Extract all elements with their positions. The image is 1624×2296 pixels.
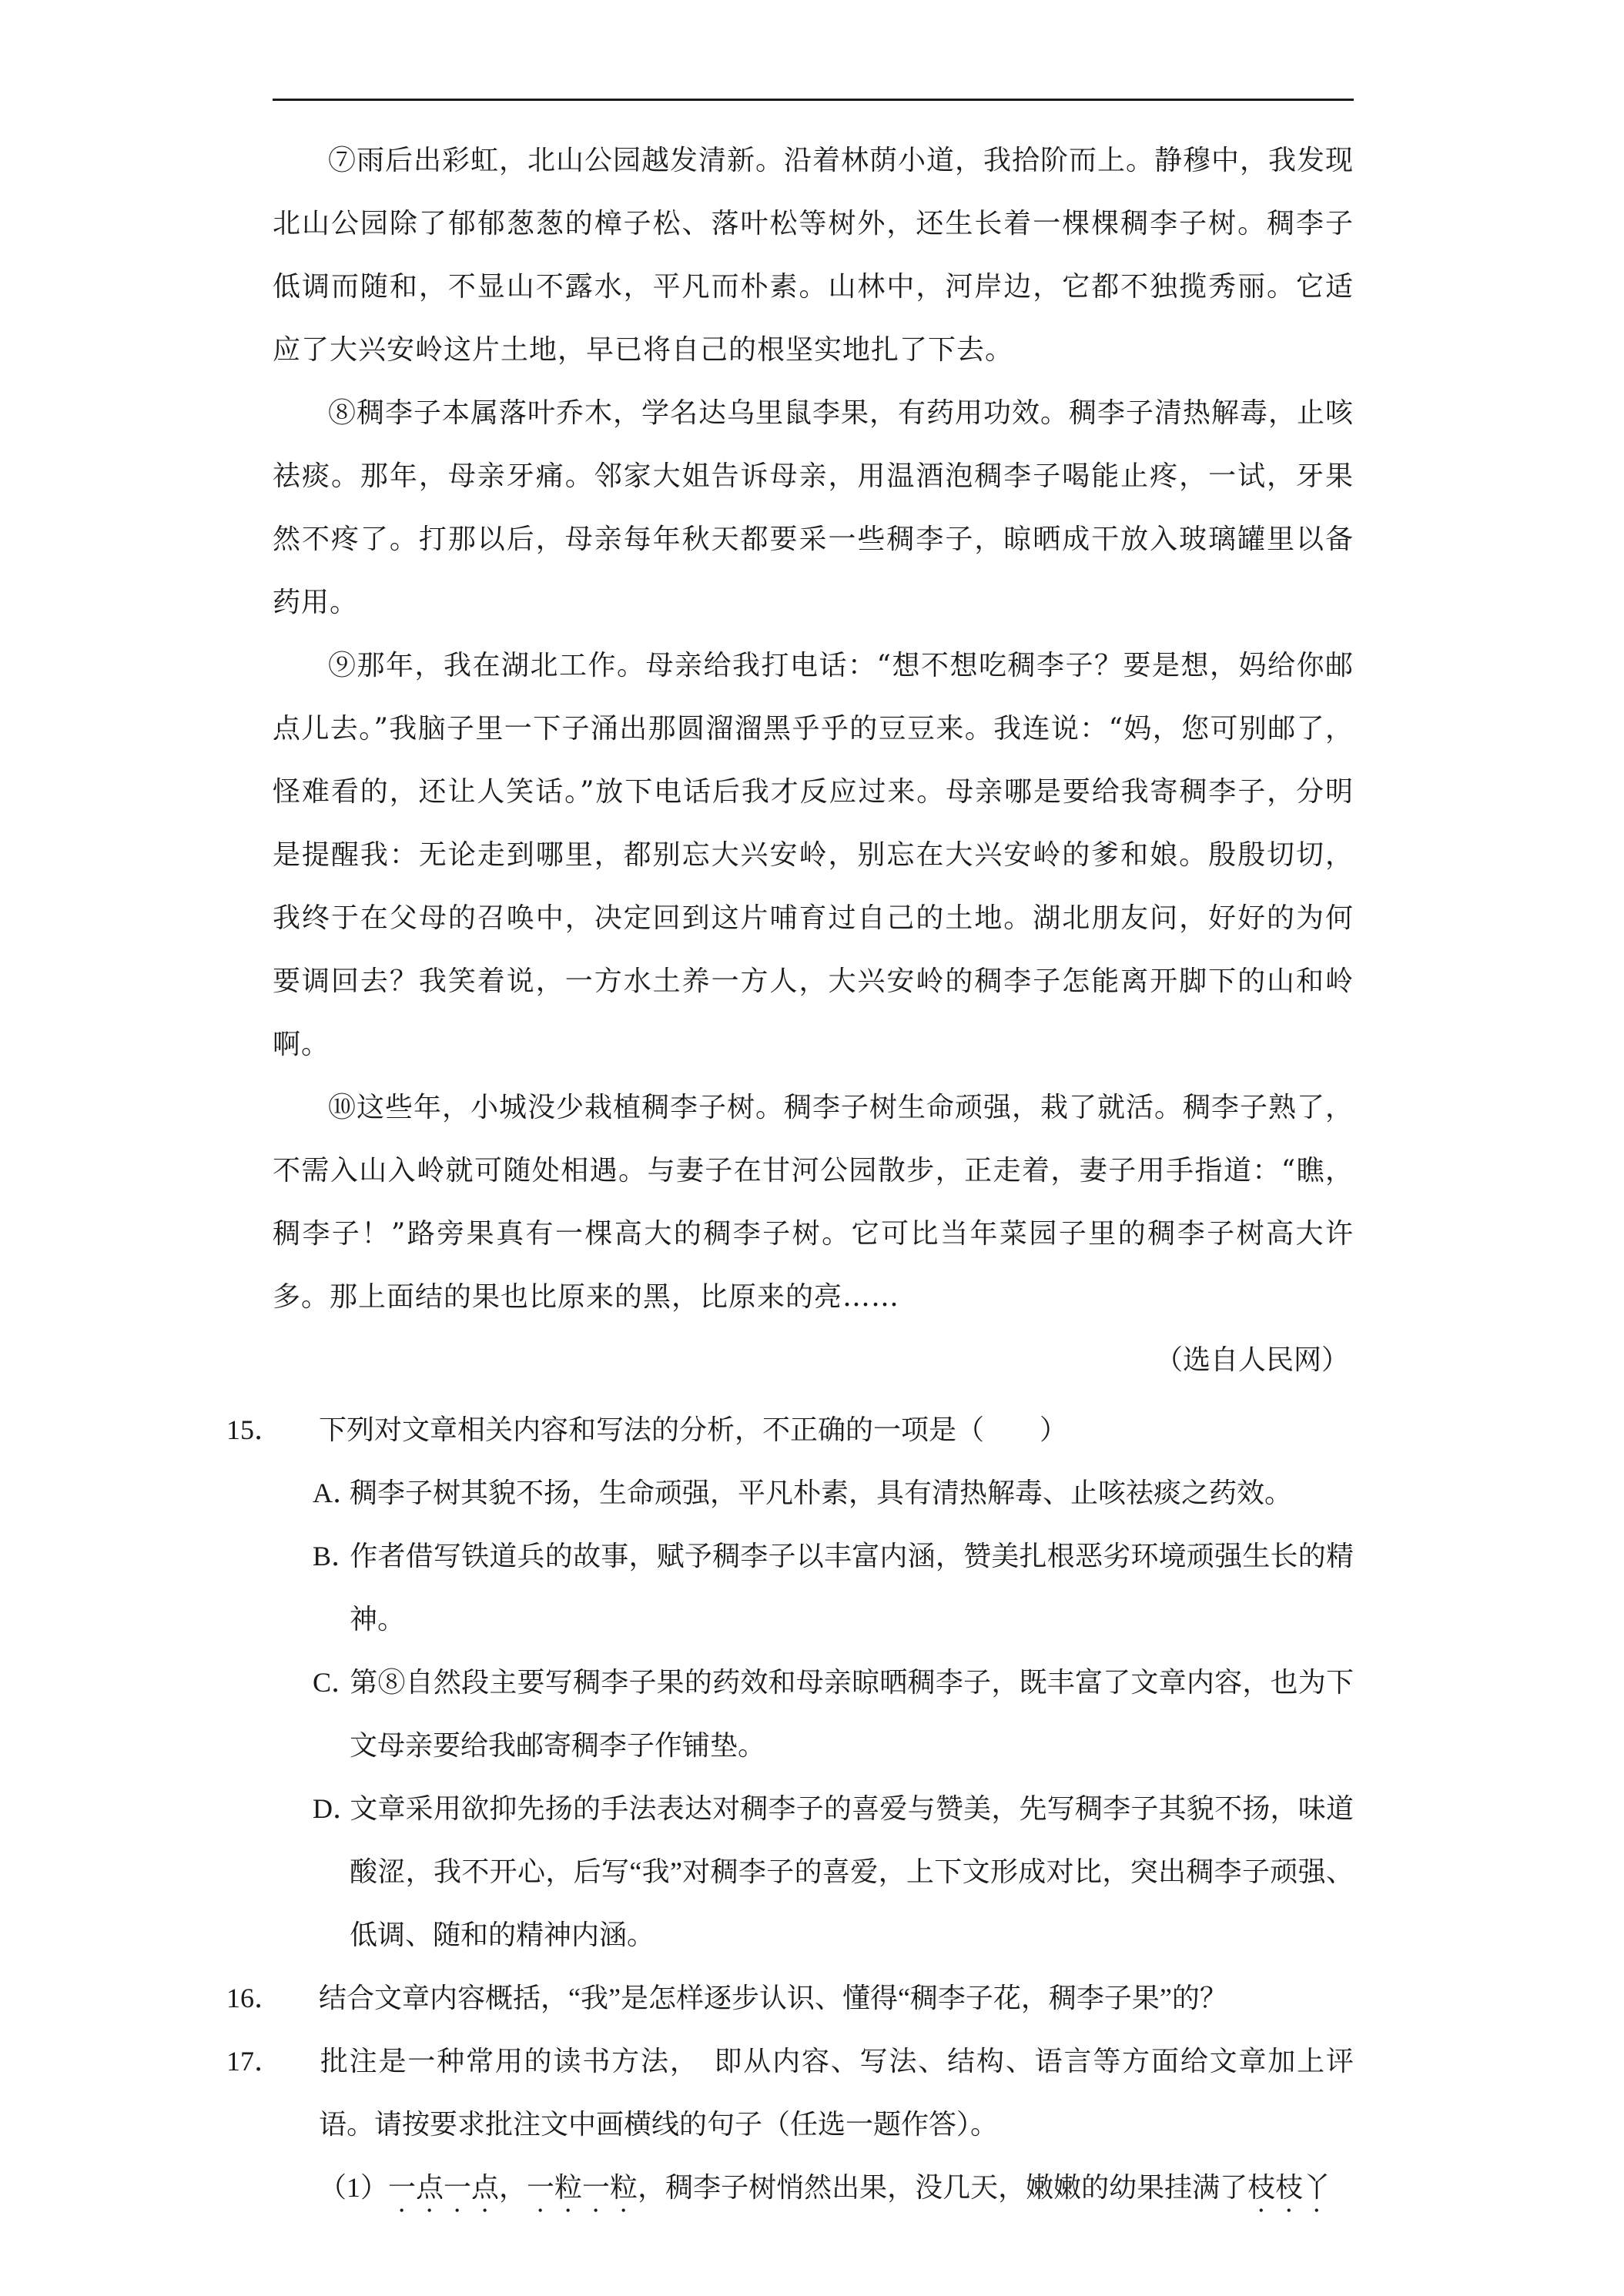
option-letter: C． (313, 1667, 360, 1698)
question-17-sub-1 (273, 2156, 1354, 2219)
question-15-option-b (273, 1525, 1354, 1651)
sub-question-text: ， (499, 2172, 527, 2203)
question-15-option-d (273, 1777, 1354, 1966)
question-15-option-a (273, 1461, 1354, 1525)
option-text: 第⑧自然段主要写稠李子果的药效和母亲晾晒稠李子，既丰富了文章内容，也为下文母亲要给我邮寄稠李子作铺垫。 (350, 1667, 1354, 1761)
emphasized-phrase: 一粒一粒 (527, 2172, 638, 2203)
passage-paragraph-10: ⑩这些年，小城没少栽植稠李子树。稠李子树生命顽强，栽了就活。稠李子熟了，不需入山入岭就可随处相遇。与妻子在甘河公园散步，正走着，妻子用手指道：“瞧，稠李子！”路旁果真有一棵高大的稠李子树。它可比当年菜园子里的稠李子树高大许多。那上面结的果也比原来的黑，比原来的亮…… (273, 1092, 1354, 1313)
option-letter: A． (313, 1478, 360, 1508)
spacer (273, 1392, 1354, 1398)
option-text: 作者借写铁道兵的故事，赋予稠李子以丰富内涵，赞美扎根恶劣环境顽强生长的精神。 (350, 1541, 1354, 1635)
emphasized-phrase: 一点一点 (388, 2172, 500, 2203)
passage-paragraph-9: ⑨那年，我在湖北工作。母亲给我打电话：“想不想吃稠李子？要是想，妈给你邮点儿去。”我脑子里一下子涌出那圆溜溜黑乎乎的豆豆来。我连说：“妈，您可别邮了，怪难看的，还让人笑话。”放下电话后我才反应过来。母亲哪是要给我寄稠李子，分明是提醒我：无论走到哪里，都别忘大兴安岭，别忘在大兴安岭的爹和娘。殷殷切切，我终于在父母的召唤中，决定回到这片哺育过自己的土地。湖北朋友问，好好的为何要调回去？我笑着说，一方水土养一方人，大兴安岭的稠李子怎能离开脚下的山和岭啊。 (273, 650, 1354, 1060)
question-15-text: 下列对文章相关内容和写法的分析，不正确的一项是（ ） (319, 1414, 1068, 1445)
passage-paragraph-8: ⑧稠李子本属落叶乔木，学名达乌里鼠李果，有药用功效。稠李子清热解毒，止咳祛痰。那年，母亲牙痛。邻家大姐告诉母亲，用温酒泡稠李子喝能止疼，一试，牙果然不疼了。打那以后，母亲每年秋天都要采一些稠李子，晾晒成干放入玻璃罐里以备药用。 (273, 397, 1354, 618)
emphasized-phrase: 枝枝丫 (1247, 2172, 1331, 2203)
sub-question-prefix: （1） (319, 2172, 389, 2203)
question-17-number: 17． (226, 2046, 283, 2077)
question-15 (226, 1398, 1354, 1461)
question-15-number: 15． (226, 1414, 283, 1445)
option-letter: B． (313, 1541, 360, 1571)
passage-paragraph-7: ⑦雨后出彩虹，北山公园越发清新。沿着林荫小道，我拾阶而上。静穆中，我发现北山公园除了郁郁葱葱的樟子松、落叶松等树外，还生长着一棵棵稠李子树。稠李子低调而随和，不显山不露水，平凡而朴素。山林中，河岸边，它都不独揽秀丽。它适应了大兴安岭这片土地，早已将自己的根坚实地扎了下去。 (273, 145, 1354, 366)
question-16 (226, 1966, 1354, 2030)
question-16-number: 16． (226, 1983, 283, 2013)
option-text: 稠李子树其貌不扬，生命顽强，平凡朴素，具有清热解毒、止咳祛痰之药效。 (350, 1478, 1293, 1508)
option-text: 文章采用欲抑先扬的手法表达对稠李子的喜爱与赞美，先写稠李子其貌不扬，味道酸涩，我不开心，后写“我”对稠李子的喜爱，上下文形成对比，突出稠李子顽强、低调、随和的精神内涵。 (350, 1793, 1354, 1950)
question-15-option-c (273, 1651, 1354, 1777)
question-16-text: 结合文章内容概括，“我”是怎样逐步认识、懂得“稠李子花，稠李子果”的？ (319, 1983, 1227, 2013)
question-17 (226, 2030, 1354, 2156)
option-letter: D． (313, 1793, 360, 1824)
sub-question-text: ，稠李子树悄然出果，没几天，嫩嫩的幼果挂满了 (638, 2172, 1248, 2203)
header-rule (273, 99, 1354, 101)
document-page (226, 129, 1354, 2219)
question-17-text: 批注是一种常用的读书方法， 即从内容、写法、结构、语言等方面给文章加上评语。请按要求批注文中画横线的句子（任选一题作答）。 (319, 2046, 1354, 2140)
passage-source: （选自人民网） (1154, 1344, 1349, 1376)
